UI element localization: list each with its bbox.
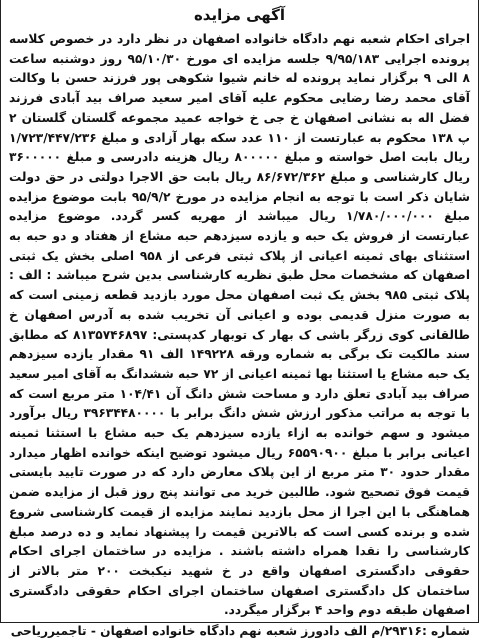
notice-body-text: اجرای احکام شعبه نهم دادگاه خانواده اصفهان در نظر دارد در خصوص کلاسه پرونده اجرایی ۹/۹۵/۱۸۳ جلسه مزایده ای مورخ ۹۵/۱۰/۳۰ روز دوشنبه ساعت ۸ الی ۹ برگزار نماید پرونده له خانم شیوا شکوهی پور فرزند حسن با وکالت آقای محمد رضا رضایی محکوم علیه آقای امیر سعید صراف بید آبادی فرزند فضل اله به نشانی اصفهان خ جی خ خواجه عمید مجموعه گلستان گلستان ۲ پ ۱۳۸ محکوم به عبارتست از ۱۱۰ عدد سکه بهار آزادی و مبلغ ۱/۷۲۳/۴۴۷/۲۳۶ ریال بابت اصل خواسته و مبلغ ۸۰۰۰۰۰ ریال هزینه دادرسی و مبلغ ۳۶۰۰۰۰۰ ریال کارشناسی و مبلغ ۸۶/۶۷۲/۳۶۲ ریال بابت حق الاجرا دولتی در حق دولت شایان ذکر است با توجه به انجام مزایده در مورخ ۹۵/۹/۲ بابت موضوع مزایده مبلغ ۱/۷۸۰/۰۰۰/۰۰۰ ریال میباشد از مهریه کسر گردد. موضوع مزایده عبارتست از فروش یک حبه و یازده سیزدهم حبه مشاع از هفتاد و دو حبه به استثنای بهای ثمینه اعیانی از پلاک ثبتی فرعی از ۹۵۸ اصلی بخش یک ثبتی اصفهان که مشخصات محل طبق نظریه کارشناسی بدین شرح میباشد : الف : پلاک ثبتی ۹۸۵ بخش یک ثبت اصفهان محل مورد بازدید قطعه زمینی است که به صورت منزل قدیمی بوده و اعیانی آن تخریب شده به آدرس اصفهان خ طالقانی کوی زرگر باشی ک بهار ک توبهار کدپستی: ۸۱۳۵۷۴۶۸۹۷ که مطابق سند مالکیت تک برگی به شماره ورقه ۱۴۹۲۲۸ الف ۹۱ مقدار یازده سیزدهم یک حبه مشاع یا استثنا بها ثمینه اعیانی از ۷۲ حبه ششدانگ به آقای امیر سعید صراف بید آبادی تعلق دارد و مساحت شش دانگ آن ۱۰۴/۴۱ متر مربع است که با توجه به مراتب مذکور ارزش شش دانگ برابر با ۳۹۶۳۴۴۸۰۰۰۰ ریال برآورد میشود و سهم خوانده به ازاء یازده سیزدهم یک حبه مشاع با استثنا ثمینه اعیانی برابر با مبلغ ۶۵۵۹۰۹۰۰ ریال میشود توضیح اینکه خوانده اظهار میدارد مقدار حدود ۳۰ متر مربع از این پلاک معارض دارد که در صورت تایید بایستی قیمت فوق تصحیح شود. طالبین خرید می توانند پنج روز قبل از مزایده ضمن هماهنگی با این اجرا از محل بازدید نمایند مزایده از قیمت کارشناسی شروع شده و برنده کسی است که بالاترین قیمت را پیشنهاد نماید و ده درصد مبلغ کارشناسی را نقدا همراه داشته باشند . مزایده در ساختمان اجرای احکام حقوقی دادگستری اصفهان واقع در خ شهید نیکبخت ۲۰۰ متر بالاتر از ساختمان کل دادگستری اصفهان ساختمان اجرای احکام حقوقی دادگستری اصفهان طبقه دوم واحد ۴ برگزار میگردد. — [9, 32, 471, 618]
notice-footer: شماره :۲۹۳۱۶/م الف دادورز شعبه نهم دادگاه خانواده اصفهان - تاجمیرریاحی — [10, 624, 470, 639]
notice-body — [9, 30, 470, 621]
notice-title: آگهی مزایده — [193, 6, 286, 24]
